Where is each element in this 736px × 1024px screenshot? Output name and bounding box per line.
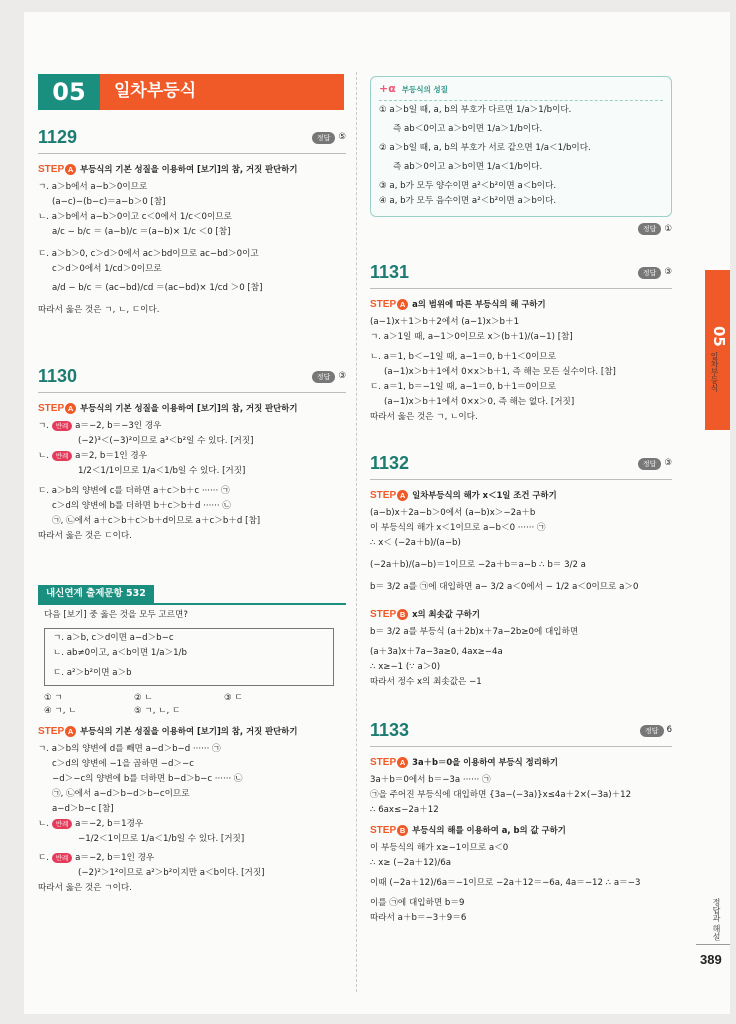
step-title: 일차부등식의 해가 x＜1일 조건 구하기 — [412, 490, 557, 501]
step-title: 부등식의 해를 이용하여 a, b의 값 구하기 — [412, 825, 566, 836]
line: ∴ x≥−1 (∵ a＞0) — [370, 662, 441, 673]
line: 따라서 옳은 것은 ㄷ이다. — [38, 531, 132, 541]
line: (a−c)−(b−c)＝a−b＞0 [참] — [52, 197, 166, 207]
answer-badge: 정답 — [638, 267, 662, 279]
step-tag: STEP B — [370, 607, 408, 622]
line: (−2)²＞1²이므로 a²＞b²이지만 a＜b이다. [거짓] — [78, 868, 265, 879]
naesin-bar — [38, 603, 346, 605]
step-title: 부등식의 기본 성질을 이용하여 [보기]의 참, 거짓 판단하기 — [80, 403, 298, 414]
line: ㉠, ㉡에서 a＋c＞b＋c＞b＋d이므로 a＋c＞b＋d [참] — [52, 516, 261, 526]
problem-1133 — [370, 717, 672, 927]
line: 따라서 옳은 것은 ㄱ, ㄴ이다. — [370, 412, 478, 423]
chapter-number: 05 — [38, 74, 100, 110]
line: 이를 ㉠에 대입하면 b＝9 — [370, 898, 465, 909]
problem-number: 1132 — [370, 453, 410, 474]
line: ㉠, ㉡에서 a−d＞b−d＞b−c이므로 — [52, 789, 190, 800]
step-tag: STEP A — [370, 755, 408, 770]
naesin-problem — [38, 585, 346, 897]
tip-line: ① a＞b일 때, a, b의 부호가 다르면 1/a＞1/b이다. — [379, 104, 572, 115]
step-a — [370, 755, 672, 770]
counterexample-badge: 반례 — [52, 853, 73, 863]
page-number: 389 — [700, 952, 722, 967]
line: b＝ 3/2 a를 ㉠에 대입하면 a− 3/2 a＜0에서 − 1/2 a＜0이므로 a＞0 — [370, 582, 639, 593]
counterexample-badge: 반례 — [52, 421, 73, 431]
tip-line: 즉 ab＞0이고 a＞b이면 1/a＜1/b이다. — [393, 161, 543, 172]
line: (a＋3a)x＋7a−3a≥0, 4ax≥−4a — [370, 647, 503, 658]
problem-number: 1133 — [370, 720, 410, 741]
step-b — [370, 607, 672, 622]
counterexample-badge: 반례 — [52, 819, 73, 829]
step-title: a의 범위에 따른 부등식의 해 구하기 — [412, 299, 546, 310]
line: 이 부등식의 해가 x＜1이므로 a−b＜0 ······ ㉠ — [370, 523, 546, 534]
side-tab-label: 일차부등식 — [710, 352, 719, 392]
answer-value: ⑤ — [338, 132, 346, 143]
choice[interactable]: ② ㄴ — [134, 693, 153, 704]
plus-alpha-icon: +α — [379, 82, 396, 95]
answer-value: ③ — [664, 267, 672, 278]
left-column — [38, 124, 346, 897]
line: ㄷ. 반례 a＝−2, b＝1인 경우 — [38, 853, 155, 864]
problem-number: 1131 — [370, 262, 410, 283]
step-title: 부등식의 기본 성질을 이용하여 [보기]의 참, 거짓 판단하기 — [80, 164, 298, 175]
column-divider — [356, 72, 357, 992]
line: (a−1)x＋1＞b＋2에서 (a−1)x＞b＋1 — [370, 317, 520, 328]
answer-value: ① — [664, 223, 672, 234]
step-title: 부등식의 기본 성질을 이용하여 [보기]의 참, 거짓 판단하기 — [80, 726, 298, 737]
bogi-item: ㄱ. a＞b, c＞d이면 a−d＞b−c — [53, 633, 174, 644]
line: ㄱ. a＞b에서 a−b＞0이므로 — [38, 182, 148, 192]
tip-line: ② a＞b일 때, a, b의 부호가 서로 같으면 1/a＜1/b이다. — [379, 142, 591, 153]
question: 다음 [보기] 중 옳은 것을 모두 고르면? — [44, 610, 188, 621]
problem-1130 — [38, 363, 346, 545]
step-tag: STEP A — [38, 401, 76, 416]
step-tag: STEP A — [38, 724, 76, 739]
naesin-tag: 내신연계 출제문항 532 — [38, 585, 154, 603]
line: 따라서 옳은 것은 ㄱ이다. — [38, 883, 132, 894]
answer — [312, 131, 346, 144]
step-tag: STEP A — [370, 488, 408, 503]
step-a — [370, 297, 672, 312]
line: 이 부등식의 해가 x≥−1이므로 a＜0 — [370, 843, 509, 854]
tip-line: ④ a, b가 모두 음수이면 a²＜b²이면 a＞b이다. — [379, 195, 557, 206]
bogi-item: ㄴ. ab≠0이고, a＜b이면 1/a＞1/b — [53, 648, 187, 659]
answer-value: ③ — [664, 458, 672, 469]
line: −d＞−c의 양변에 b를 더하면 b−d＞b−c ······ ㉡ — [52, 774, 243, 785]
line: 이때 (−2a＋12)/6a＝−1이므로 −2a＋12＝−6a, 4a＝−12 ∴ a＝−3 — [370, 878, 641, 889]
step-tag: STEP A — [38, 162, 76, 177]
tip-answer — [370, 223, 672, 236]
line: (a−b)x＋2a−b＞0에서 (a−b)x＞−2a＋b — [370, 508, 536, 519]
answer-value: 6 — [666, 725, 672, 736]
line: ∴ x＜ (−2a＋b)/(a−b) — [370, 538, 461, 549]
answer-badge: 정답 — [638, 458, 662, 470]
line: 따라서 a＋b＝−3＋9＝6 — [370, 913, 467, 924]
answer-badge: 정답 — [312, 371, 336, 383]
line: ㄷ. a＞b＞0, c＞d＞0에서 ac＞bd이므로 ac−bd＞0이고 — [38, 249, 259, 259]
chapter-title: 일차부등식 — [100, 74, 344, 110]
step-title: 3a＋b＝0을 이용하여 부등식 정리하기 — [412, 757, 559, 768]
step-a — [38, 401, 346, 416]
step-b — [370, 823, 672, 838]
line: ㉠을 주어진 부등식에 대입하면 {3a−(−3a)}x≤4a＋2×(−3a)＋12 — [370, 790, 632, 801]
answer-value: ③ — [338, 371, 346, 382]
line: a−d＞b−c [참] — [52, 804, 114, 815]
answer-choices — [38, 692, 346, 718]
chapter-side-tab[interactable] — [705, 270, 730, 430]
line: −1/2＜1이므로 1/a＜1/b일 수 있다. [거짓] — [78, 834, 245, 845]
line: a/c − b/c ＝ (a−b)/c ＝(a−b)× 1/c ＜0 [참] — [52, 227, 231, 237]
line: ㄱ. a＞b의 양변에 d를 빼면 a−d＞b−d ······ ㉠ — [38, 744, 221, 755]
tip-line: ③ a, b가 모두 양수이면 a²＜b²이면 a＜b이다. — [379, 180, 557, 191]
choice[interactable]: ① ㄱ — [44, 693, 63, 704]
step-tag: STEP A — [370, 297, 408, 312]
line: c＞d의 양변에 b를 더하면 b＋c＞b＋d ······ ㉡ — [52, 501, 231, 511]
answer — [638, 457, 672, 470]
bogi-box — [44, 628, 334, 686]
choice[interactable]: ③ ㄷ — [224, 693, 243, 704]
step-tag: STEP B — [370, 823, 408, 838]
line: (−2a＋b)/(a−b)＝1이므로 −2a＋b＝a−b ∴ b＝ 3/2 a — [370, 560, 586, 571]
line: (a−1)x＞b＋1에서 0×x＞b＋1, 즉 해는 모든 실수이다. [참] — [384, 367, 616, 378]
tip-line: 즉 ab＜0이고 a＞b이면 1/a＞1/b이다. — [393, 123, 543, 134]
line: ㄷ. a＞b의 양변에 c를 더하면 a＋c＞b＋c ······ ㉠ — [38, 486, 230, 496]
choice[interactable]: ④ ㄱ, ㄴ — [44, 706, 77, 717]
line: ∴ x≥ (−2a＋12)/6a — [370, 858, 452, 869]
step-a — [38, 162, 346, 177]
step-title: x의 최솟값 구하기 — [412, 609, 480, 620]
line: b＝ 3/2 a를 부등식 (a＋2b)x＋7a−2b≥0에 대입하면 — [370, 627, 579, 638]
bogi-item: ㄷ. a²＞b²이면 a＞b — [53, 668, 132, 679]
line: (a−1)x＞b＋1에서 0×x＞0, 즉 해는 없다. [거짓] — [384, 397, 575, 408]
line: 3a＋b＝0에서 b＝−3a ······ ㉠ — [370, 775, 491, 786]
page — [24, 12, 730, 1014]
answer — [638, 266, 672, 279]
problem-1132 — [370, 450, 672, 691]
line: ㄴ. a＞b에서 a−b＞0이고 c＜0에서 1/c＜0이므로 — [38, 212, 232, 222]
side-tab-number: 05 — [710, 326, 728, 347]
line: (−2)³＜(−3)²이므로 a³＜b²일 수 있다. [거짓] — [78, 436, 254, 446]
step-a — [370, 488, 672, 503]
page-number-rule — [696, 944, 730, 945]
problem-number: 1130 — [38, 366, 78, 386]
problem-1129 — [38, 124, 346, 319]
answer-badge: 정답 — [312, 132, 336, 144]
line: c＞d의 양변에 −1을 곱하면 −d＞−c — [52, 759, 194, 770]
line: 1/2＜1/1이므로 1/a＜1/b일 수 있다. [거짓] — [78, 466, 246, 476]
line: ㄱ. 반례 a＝−2, b＝−3인 경우 — [38, 421, 162, 431]
problem-1131 — [370, 259, 672, 426]
chapter-header — [38, 74, 344, 110]
line: ∴ 6ax≤−2a＋12 — [370, 805, 439, 816]
step-a — [38, 724, 346, 739]
tip-title: 부등식의 성질 — [401, 84, 448, 94]
answer — [312, 370, 346, 383]
answer — [640, 724, 672, 737]
line: ㄱ. a＞1일 때, a−1＞0이므로 x＞(b＋1)/(a−1) [참] — [370, 332, 573, 343]
footer-section-label: 정답과 해설 — [712, 898, 721, 941]
line: 따라서 옳은 것은 ㄱ, ㄴ, ㄷ이다. — [38, 305, 160, 315]
choice[interactable]: ⑤ ㄱ, ㄴ, ㄷ — [134, 706, 181, 717]
answer-badge: 정답 — [640, 725, 664, 737]
line: ㄴ. 반례 a＝2, b＝1인 경우 — [38, 451, 148, 461]
tip-header — [379, 81, 663, 101]
tip-box — [370, 76, 672, 217]
answer-badge: 정답 — [638, 223, 662, 235]
line: a/d − b/c ＝ (ac−bd)/cd ＝(ac−bd)× 1/cd ＞0 [참] — [52, 283, 263, 293]
line: ㄴ. a＝1, b＜−1일 때, a−1＝0, b＋1＜0이므로 — [370, 352, 557, 363]
line: ㄴ. 반례 a＝−2, b＝1경우 — [38, 819, 144, 830]
right-column — [370, 76, 672, 927]
line: 따라서 정수 x의 최솟값은 −1 — [370, 677, 482, 688]
problem-number: 1129 — [38, 127, 78, 147]
counterexample-badge: 반례 — [52, 451, 73, 461]
line: ㄷ. a＝1, b＝−1일 때, a−1＝0, b＋1＝0이므로 — [370, 382, 557, 393]
line: c＞d＞0에서 1/cd＞0이므로 — [52, 264, 162, 274]
